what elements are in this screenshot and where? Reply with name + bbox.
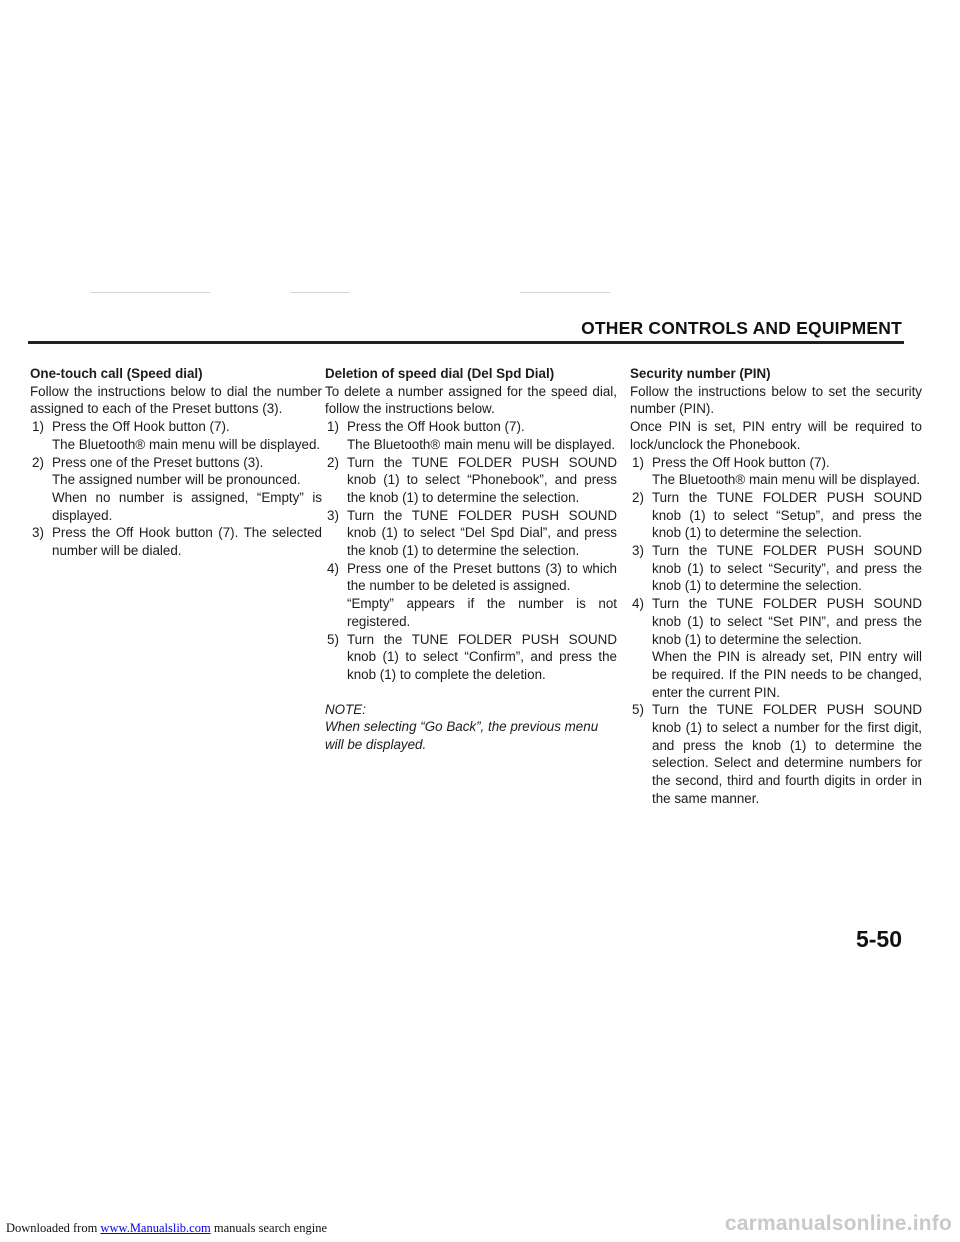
watermark: carmanualsonline.info	[724, 1212, 952, 1235]
intro-text: Follow the instructions below to dial the number assigned to each of the Preset buttons (3).	[30, 383, 322, 417]
list-item: 5) Turn the TUNE FOLDER PUSH SOUND knob (1) to select “Confirm”, and press the knob (1) to complete the deletion.	[327, 631, 617, 682]
note-label: NOTE:	[325, 701, 366, 717]
download-footer	[6, 1221, 327, 1236]
section-heading: One-touch call (Speed dial)	[30, 366, 203, 381]
column-delete-speed-dial	[325, 365, 617, 754]
section-heading: Deletion of speed dial (Del Spd Dial)	[325, 366, 555, 381]
steps-list	[630, 454, 922, 808]
list-item: 3) Press the Off Hook button (7). The selected number will be dialed.	[32, 525, 322, 559]
list-item: 5) Turn the TUNE FOLDER PUSH SOUND knob (1) to select a number for the first digit, and press the knob (1) to determine the selection. Select and determine numbers for the second, third and fourth digits in order in the same manner.	[632, 702, 922, 806]
section-header: OTHER CONTROLS AND EQUIPMENT	[581, 318, 902, 338]
manualslib-link[interactable]: www.Manualslib.com	[100, 1221, 211, 1235]
list-item: 2) Press one of the Preset buttons (3). The assigned number will be pronounced. When no number is assigned, “Empty” is displayed.	[32, 454, 322, 523]
page-number: 5-50	[855, 926, 902, 952]
intro-text-2: Once PIN is set, PIN entry will be required to lock/unclock the Phonebook.	[630, 419, 922, 452]
column-security-pin	[630, 365, 922, 808]
note	[325, 701, 617, 754]
list-item: 1) Press the Off Hook button (7). The Bluetooth® main menu will be displayed.	[327, 419, 616, 452]
intro-text: To delete a number assigned for the speed dial, follow the instructions below.	[325, 383, 617, 417]
intro-text: Follow the instructions below to set the security number (PIN).	[630, 383, 922, 417]
list-item: 3) Turn the TUNE FOLDER PUSH SOUND knob (1) to select “Del Spd Dial”, and press the knob (1) to determine the selection.	[327, 507, 617, 559]
list-item: 3) Turn the TUNE FOLDER PUSH SOUND knob (1) to select “Security”, and press the knob (1) to determine the selection.	[632, 543, 922, 594]
list-item: 1) Press the Off Hook button (7). The Bluetooth® main menu will be displayed.	[632, 454, 921, 488]
footer-suffix: manuals search engine	[213, 1221, 327, 1235]
list-item: 4) Press one of the Preset buttons (3) to which the number to be deleted is assigned. “Empty” appears if the number is not registered.	[327, 560, 617, 629]
section-heading: Security number (PIN)	[630, 366, 771, 381]
list-item: 2) Turn the TUNE FOLDER PUSH SOUND knob (1) to select “Phonebook”, and press the knob (1) to determine the selection.	[327, 454, 617, 505]
footer-prefix: Downloaded from	[6, 1221, 98, 1235]
note-text: When selecting “Go Back”, the previous menu will be displayed.	[325, 719, 599, 753]
list-item: 4) Turn the TUNE FOLDER PUSH SOUND knob (1) to select “Set PIN”, and press the knob (1) to determine the selection. When the PIN is already set, PIN entry will be required. If the PIN needs to be changed, enter the current PIN.	[632, 596, 922, 700]
scan-artifact	[520, 292, 610, 293]
column-speed-dial	[30, 365, 322, 560]
list-item: 1) Press the Off Hook button (7). The Bluetooth® main menu will be displayed.	[32, 419, 321, 452]
scan-artifact	[90, 292, 210, 293]
header-rule	[28, 341, 904, 344]
steps-list	[30, 418, 322, 560]
steps-list	[325, 418, 617, 684]
scan-artifact	[290, 292, 350, 293]
list-item: 2) Turn the TUNE FOLDER PUSH SOUND knob (1) to select “Setup”, and press the knob (1) to determine the selection.	[632, 489, 922, 541]
